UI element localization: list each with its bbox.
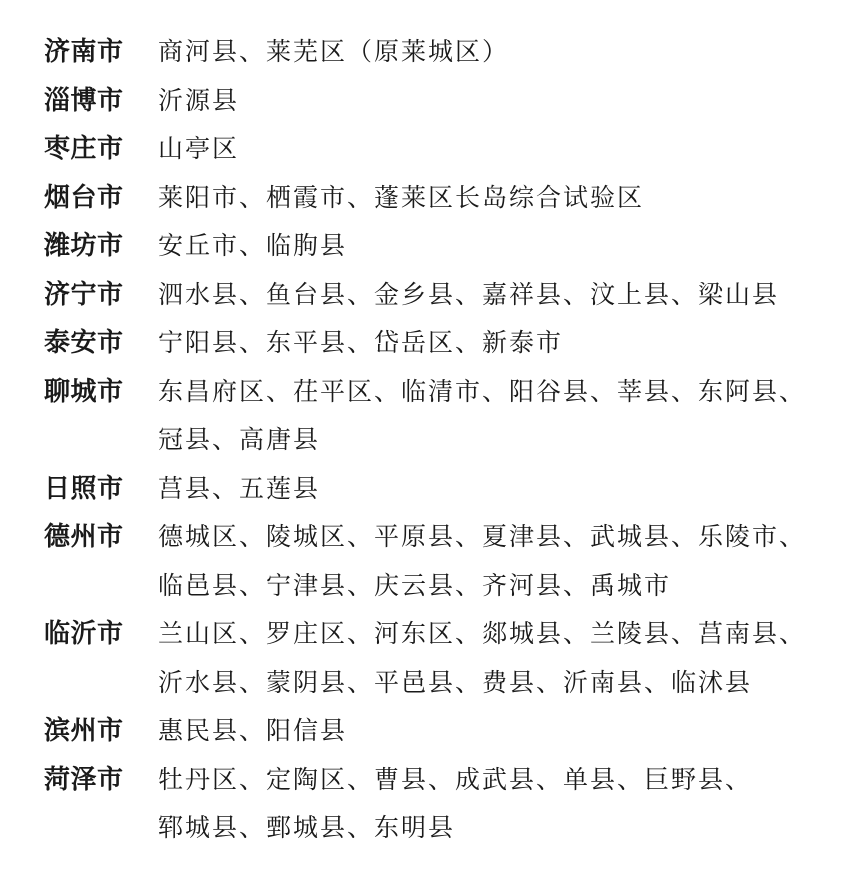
city-name: 德州市 bbox=[44, 522, 124, 552]
county-line: 冠县、高唐县 bbox=[158, 425, 321, 454]
county-names bbox=[158, 174, 844, 223]
city-name: 滨州市 bbox=[44, 716, 124, 746]
list-item bbox=[44, 368, 844, 465]
county-line: 东昌府区、茌平区、临清市、阳谷县、莘县、东阿县、 bbox=[158, 376, 807, 406]
county-names bbox=[158, 222, 844, 271]
county-line: 莱阳市、栖霞市、蓬莱区长岛综合试验区 bbox=[158, 182, 645, 212]
county-names bbox=[158, 28, 844, 77]
county-line: 牡丹区、定陶区、曹县、成武县、单县、巨野县、 bbox=[158, 764, 753, 794]
city-name: 济宁市 bbox=[44, 279, 124, 310]
county-line: 临邑县、宁津县、庆云县、齐河县、禹城市 bbox=[158, 570, 672, 600]
county-names bbox=[158, 707, 844, 756]
list-item bbox=[44, 465, 844, 514]
county-line: 德城区、陵城区、平原县、夏津县、武城县、乐陵市、 bbox=[158, 522, 807, 551]
county-line: 山亭区 bbox=[158, 134, 240, 163]
list-item bbox=[44, 707, 844, 756]
county-line: 沂水县、蒙阴县、平邑县、费县、沂南县、临沭县 bbox=[158, 667, 753, 697]
list-item bbox=[44, 222, 844, 271]
county-line: 莒县、五莲县 bbox=[158, 473, 321, 503]
city-name: 潍坊市 bbox=[44, 231, 124, 261]
county-line: 商河县、莱芜区（原莱城区） bbox=[158, 37, 510, 66]
city-name: 菏泽市 bbox=[44, 764, 124, 795]
county-names bbox=[158, 77, 844, 126]
county-line: 郓城县、鄄城县、东明县 bbox=[158, 813, 456, 842]
county-names bbox=[158, 513, 844, 610]
city-name: 日照市 bbox=[44, 473, 124, 504]
list-item bbox=[44, 513, 844, 610]
county-list bbox=[44, 28, 844, 853]
county-names bbox=[158, 368, 844, 465]
county-line: 安丘市、临朐县 bbox=[158, 231, 348, 260]
list-item bbox=[44, 28, 844, 77]
county-line: 惠民县、阳信县 bbox=[158, 716, 348, 745]
county-line: 沂源县 bbox=[158, 85, 240, 115]
county-names bbox=[158, 465, 844, 514]
city-name: 淄博市 bbox=[44, 85, 124, 116]
city-name: 烟台市 bbox=[44, 182, 124, 213]
list-item bbox=[44, 174, 844, 223]
county-line: 宁阳县、东平县、岱岳区、新泰市 bbox=[158, 328, 564, 357]
city-name: 济南市 bbox=[44, 37, 124, 67]
list-item bbox=[44, 271, 844, 320]
list-item bbox=[44, 610, 844, 707]
list-item bbox=[44, 125, 844, 174]
county-line: 泗水县、鱼台县、金乡县、嘉祥县、汶上县、梁山县 bbox=[158, 279, 780, 309]
county-names bbox=[158, 319, 844, 368]
county-names bbox=[158, 756, 844, 853]
city-name: 枣庄市 bbox=[44, 134, 124, 164]
list-item bbox=[44, 756, 844, 853]
county-line: 兰山区、罗庄区、河东区、郯城县、兰陵县、莒南县、 bbox=[158, 619, 807, 648]
county-names bbox=[158, 125, 844, 174]
county-names bbox=[158, 610, 844, 707]
city-name: 泰安市 bbox=[44, 328, 124, 358]
list-item bbox=[44, 319, 844, 368]
list-item bbox=[44, 77, 844, 126]
city-name: 临沂市 bbox=[44, 619, 124, 649]
county-names bbox=[158, 271, 844, 320]
city-name: 聊城市 bbox=[44, 376, 124, 407]
